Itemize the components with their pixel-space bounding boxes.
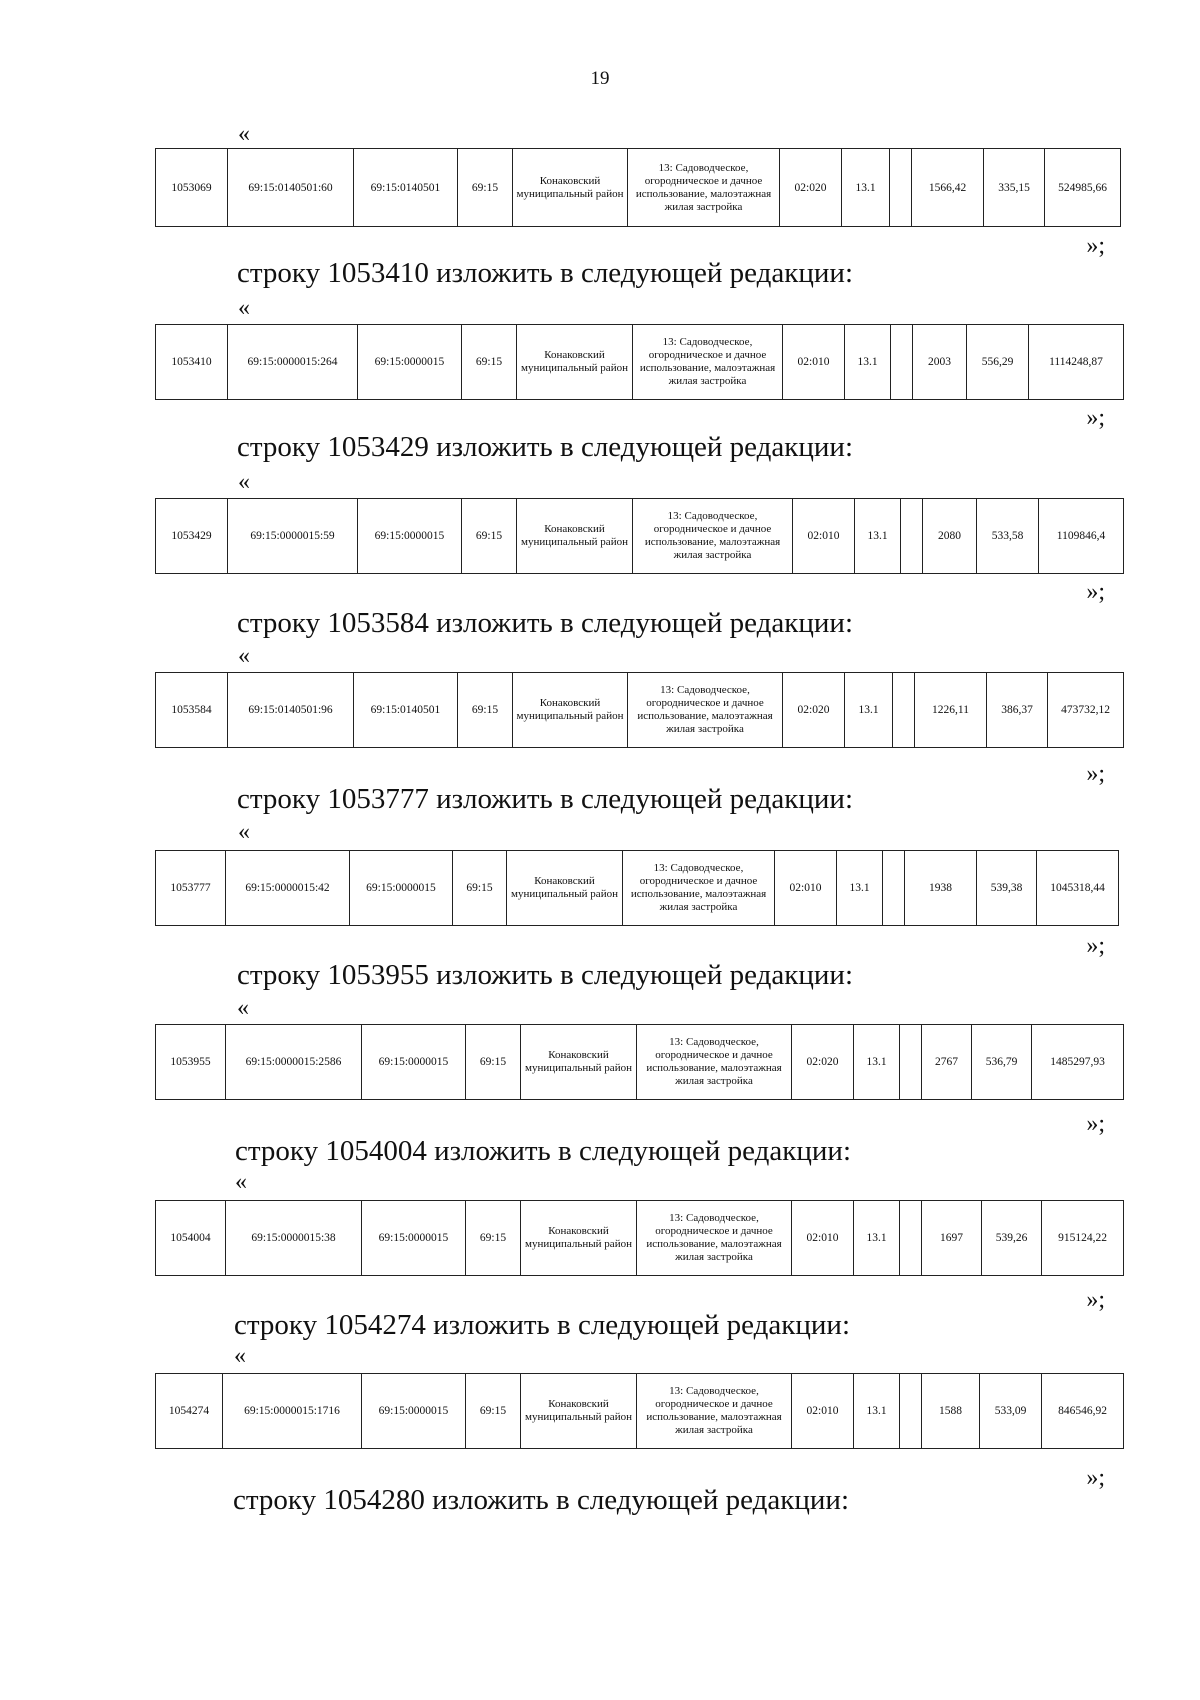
cell-area: Конаковский муниципальный район xyxy=(521,1374,637,1449)
cell-value: 524985,66 xyxy=(1045,149,1121,227)
cell-code: 02:020 xyxy=(792,1025,854,1100)
table-row xyxy=(156,149,1121,227)
data-table xyxy=(155,148,1121,227)
cell-group: 13.1 xyxy=(854,1025,900,1100)
cell-district-code: 69:15 xyxy=(458,673,513,748)
cell-size: 2767 xyxy=(922,1025,972,1100)
cell-empty xyxy=(900,1201,922,1276)
cell-code: 02:020 xyxy=(780,149,842,227)
cell-size: 1226,11 xyxy=(915,673,987,748)
cell-rate: 386,37 xyxy=(987,673,1048,748)
cell-area: Конаковский муниципальный район xyxy=(507,851,623,926)
amendment-heading: строку 1053584 изложить в следующей редакции: xyxy=(237,607,853,639)
cell-empty xyxy=(890,149,912,227)
cell-empty xyxy=(893,673,915,748)
cell-usage: 13: Садоводческое, огородническое и дачное использование, малоэтажная жилая застройка xyxy=(637,1025,792,1100)
cell-quarter: 69:15:0000015 xyxy=(358,325,462,400)
opening-quote: « xyxy=(235,1169,247,1195)
table-row xyxy=(156,1201,1124,1276)
cell-district-code: 69:15 xyxy=(462,325,517,400)
cell-cadastral: 69:15:0140501:60 xyxy=(228,149,354,227)
cell-area: Конаковский муниципальный район xyxy=(521,1201,637,1276)
cell-empty xyxy=(900,1374,922,1449)
data-table xyxy=(155,1200,1124,1276)
cell-value: 1485297,93 xyxy=(1032,1025,1124,1100)
data-table xyxy=(155,324,1124,400)
cell-quarter: 69:15:0000015 xyxy=(358,499,462,574)
cell-id: 1053955 xyxy=(156,1025,226,1100)
closing-quote: »; xyxy=(1086,579,1105,605)
cell-empty xyxy=(883,851,905,926)
closing-quote: »; xyxy=(1086,405,1105,431)
amendment-block xyxy=(155,782,1125,959)
cell-quarter: 69:15:0000015 xyxy=(362,1025,466,1100)
cell-usage: 13: Садоводческое, огородническое и дачное использование, малоэтажная жилая застройка xyxy=(628,149,780,227)
cell-empty xyxy=(891,325,913,400)
table-row xyxy=(156,1025,1124,1100)
closing-quote: »; xyxy=(1086,933,1105,959)
table-row xyxy=(156,499,1124,574)
cell-size: 2080 xyxy=(923,499,977,574)
cell-district-code: 69:15 xyxy=(462,499,517,574)
page-number: 19 xyxy=(590,68,610,89)
cell-value: 1114248,87 xyxy=(1029,325,1124,400)
cell-district-code: 69:15 xyxy=(466,1374,521,1449)
cell-id: 1053584 xyxy=(156,673,228,748)
cell-rate: 533,09 xyxy=(980,1374,1042,1449)
opening-quote: « xyxy=(238,469,250,495)
cell-cadastral: 69:15:0000015:1716 xyxy=(223,1374,362,1449)
cell-id: 1053410 xyxy=(156,325,228,400)
closing-quote: »; xyxy=(1086,1465,1105,1491)
cell-group: 13.1 xyxy=(845,673,893,748)
cell-cadastral: 69:15:0000015:42 xyxy=(226,851,350,926)
amendment-heading: строку 1054274 изложить в следующей редакции: xyxy=(234,1309,850,1341)
cell-empty xyxy=(900,1025,922,1100)
cell-cadastral: 69:15:0140501:96 xyxy=(228,673,354,748)
cell-size: 1938 xyxy=(905,851,977,926)
cell-district-code: 69:15 xyxy=(466,1201,521,1276)
closing-quote: »; xyxy=(1086,233,1105,259)
cell-area: Конаковский муниципальный район xyxy=(513,673,628,748)
cell-quarter: 69:15:0140501 xyxy=(354,673,458,748)
cell-code: 02:010 xyxy=(793,499,855,574)
cell-size: 1588 xyxy=(922,1374,980,1449)
cell-value: 473732,12 xyxy=(1048,673,1124,748)
amendment-heading: строку 1053777 изложить в следующей редакции: xyxy=(237,783,853,815)
table-row xyxy=(156,673,1124,748)
amendment-heading: строку 1053410 изложить в следующей редакции: xyxy=(237,257,853,289)
cell-cadastral: 69:15:0000015:264 xyxy=(228,325,358,400)
table-row xyxy=(156,1374,1124,1449)
cell-rate: 539,38 xyxy=(977,851,1037,926)
cell-value: 846546,92 xyxy=(1042,1374,1124,1449)
cell-value: 1045318,44 xyxy=(1037,851,1119,926)
cell-id: 1053069 xyxy=(156,149,228,227)
cell-cadastral: 69:15:0000015:2586 xyxy=(226,1025,362,1100)
closing-quote: »; xyxy=(1086,1111,1105,1137)
cell-group: 13.1 xyxy=(854,1201,900,1276)
cell-cadastral: 69:15:0000015:38 xyxy=(226,1201,362,1276)
cell-area: Конаковский муниципальный район xyxy=(517,325,633,400)
cell-code: 02:010 xyxy=(775,851,837,926)
cell-usage: 13: Садоводческое, огородническое и дачное использование, малоэтажная жилая застройка xyxy=(637,1374,792,1449)
cell-district-code: 69:15 xyxy=(458,149,513,227)
cell-code: 02:010 xyxy=(783,325,845,400)
opening-quote: « xyxy=(238,121,250,147)
final-amendment-heading: строку 1054280 изложить в следующей редакции: xyxy=(233,1484,849,1516)
closing-quote: »; xyxy=(1086,761,1105,787)
cell-area: Конаковский муниципальный район xyxy=(513,149,628,227)
cell-id: 1053429 xyxy=(156,499,228,574)
cell-cadastral: 69:15:0000015:59 xyxy=(228,499,358,574)
cell-quarter: 69:15:0000015 xyxy=(362,1374,466,1449)
cell-area: Конаковский муниципальный район xyxy=(517,499,633,574)
cell-rate: 539,26 xyxy=(982,1201,1042,1276)
cell-usage: 13: Садоводческое, огородническое и дачное использование, малоэтажная жилая застройка xyxy=(633,325,783,400)
cell-size: 1566,42 xyxy=(912,149,984,227)
amendment-block xyxy=(155,606,1125,787)
cell-usage: 13: Садоводческое, огородническое и дачное использование, малоэтажная жилая застройка xyxy=(628,673,783,748)
data-table xyxy=(155,672,1124,748)
data-table xyxy=(155,850,1119,926)
cell-district-code: 69:15 xyxy=(466,1025,521,1100)
amendment-heading: строку 1053955 изложить в следующей редакции: xyxy=(237,959,853,991)
data-table xyxy=(155,498,1124,574)
cell-id: 1053777 xyxy=(156,851,226,926)
cell-quarter: 69:15:0000015 xyxy=(362,1201,466,1276)
cell-group: 13.1 xyxy=(855,499,901,574)
cell-usage: 13: Садоводческое, огородническое и дачное использование, малоэтажная жилая застройка xyxy=(633,499,793,574)
cell-district-code: 69:15 xyxy=(453,851,507,926)
cell-usage: 13: Садоводческое, огородническое и дачное использование, малоэтажная жилая застройка xyxy=(623,851,775,926)
cell-id: 1054004 xyxy=(156,1201,226,1276)
cell-code: 02:010 xyxy=(792,1201,854,1276)
amendment-block xyxy=(155,1134,1125,1313)
amendment-block xyxy=(155,1308,1125,1491)
table-row xyxy=(156,325,1124,400)
cell-code: 02:020 xyxy=(783,673,845,748)
data-table xyxy=(155,1024,1124,1100)
cell-group: 13.1 xyxy=(837,851,883,926)
cell-value: 1109846,4 xyxy=(1039,499,1124,574)
cell-group: 13.1 xyxy=(845,325,891,400)
opening-quote: « xyxy=(238,643,250,669)
closing-quote: »; xyxy=(1086,1287,1105,1313)
amendment-block xyxy=(155,430,1125,605)
cell-rate: 536,79 xyxy=(972,1025,1032,1100)
opening-quote: « xyxy=(234,1343,246,1369)
cell-size: 2003 xyxy=(913,325,967,400)
cell-quarter: 69:15:0140501 xyxy=(354,149,458,227)
cell-empty xyxy=(901,499,923,574)
amendment-heading: строку 1053429 изложить в следующей редакции: xyxy=(237,431,853,463)
cell-rate: 533,58 xyxy=(977,499,1039,574)
cell-group: 13.1 xyxy=(854,1374,900,1449)
opening-quote: « xyxy=(238,295,250,321)
cell-usage: 13: Садоводческое, огородническое и дачное использование, малоэтажная жилая застройка xyxy=(637,1201,792,1276)
cell-code: 02:010 xyxy=(792,1374,854,1449)
amendment-block xyxy=(155,118,1125,268)
cell-rate: 335,15 xyxy=(984,149,1045,227)
cell-group: 13.1 xyxy=(842,149,890,227)
amendment-heading: строку 1054004 изложить в следующей редакции: xyxy=(235,1135,851,1167)
opening-quote: « xyxy=(237,995,249,1021)
cell-value: 915124,22 xyxy=(1042,1201,1124,1276)
cell-id: 1054274 xyxy=(156,1374,223,1449)
cell-size: 1697 xyxy=(922,1201,982,1276)
cell-rate: 556,29 xyxy=(967,325,1029,400)
table-row xyxy=(156,851,1119,926)
data-table xyxy=(155,1373,1124,1449)
amendment-block xyxy=(155,958,1125,1137)
opening-quote: « xyxy=(238,819,250,845)
cell-area: Конаковский муниципальный район xyxy=(521,1025,637,1100)
cell-quarter: 69:15:0000015 xyxy=(350,851,453,926)
amendment-block xyxy=(155,256,1125,431)
